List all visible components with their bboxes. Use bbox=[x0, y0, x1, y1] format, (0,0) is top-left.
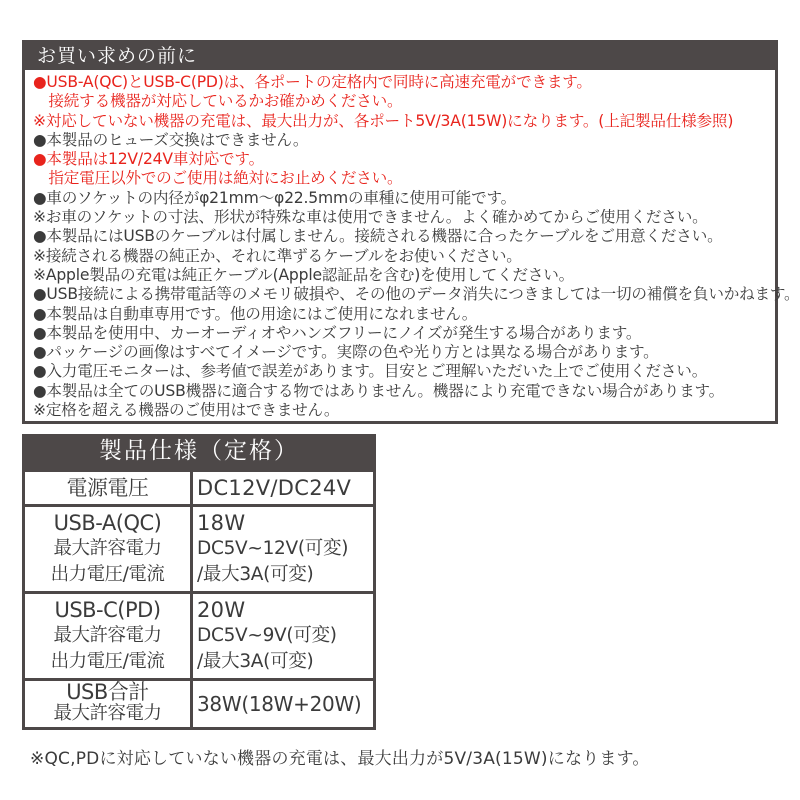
notice-line: ●本製品にはUSBのケーブルは付属しません。接続される機器に合ったケーブルをご用意ください。 bbox=[33, 227, 723, 246]
notice-list bbox=[25, 70, 800, 420]
usbc-value2: DC5V~9V(可変) bbox=[197, 625, 337, 646]
notice-title: お買い求めの前に bbox=[25, 43, 775, 70]
total-value-cell bbox=[193, 681, 373, 727]
power-value-cell bbox=[193, 472, 373, 504]
notice-line: ●本製品は自動車専用です。他の用途にはご使用になれません。 bbox=[33, 304, 478, 323]
total-label-cell bbox=[25, 681, 190, 727]
usbc-label: USB-C(PD) bbox=[54, 598, 161, 622]
notice-line: ●本製品は12V/24V車対応です。 bbox=[33, 150, 264, 169]
notice-line: ※定格を超える機器のご使用はできません。 bbox=[33, 401, 340, 420]
notice-line: 指定電圧以外でのご使用は絶対にお止めください。 bbox=[33, 169, 403, 188]
spec-row-usba bbox=[22, 507, 376, 591]
usba-value: 18W bbox=[197, 511, 246, 535]
total-value: 38W(18W+20W) bbox=[197, 692, 362, 716]
usba-sub1: 最大許容電力 bbox=[53, 538, 162, 559]
notice-line: ●USB接続による携帯電話等のメモリ破損や、その他のデータ消失につきましては一切の補償を負いかねます。 bbox=[33, 285, 800, 304]
total-label: USB合計 bbox=[66, 681, 149, 704]
usbc-sub1: 最大許容電力 bbox=[53, 625, 162, 646]
spec-title: 製品仕様（定格） bbox=[99, 438, 299, 464]
spec-row-power bbox=[22, 472, 376, 504]
usba-value-cell bbox=[193, 507, 373, 591]
usbc-value-cell bbox=[193, 594, 373, 678]
notice-line: ●本製品のヒューズ交換はできません。 bbox=[33, 130, 309, 149]
usbc-value3: /最大3A(可変) bbox=[197, 651, 314, 672]
usbc-value: 20W bbox=[197, 598, 246, 622]
total-sub1: 最大許容電力 bbox=[53, 703, 162, 724]
notice-line: ●入力電圧モニターは、参考値で誤差があります。目安とご理解いただいた上でご使用ください。 bbox=[33, 362, 708, 381]
notice-line: ●車のソケットの内径がφ21mm～φ22.5mmの車種に使用可能です。 bbox=[33, 188, 517, 207]
power-value: DC12V/DC24V bbox=[197, 476, 352, 500]
notice-line: ※Apple製品の充電は純正ケーブル(Apple認証品を含む)を使用してください。 bbox=[33, 265, 575, 284]
power-label-cell bbox=[25, 472, 190, 504]
notice-line: ●本製品を使用中、カーオーディオやハンズフリーにノイズが発生する場合があります。 bbox=[33, 323, 642, 342]
usba-value2: DC5V~12V(可変) bbox=[197, 538, 349, 559]
spec-row-total bbox=[22, 681, 376, 727]
usba-value3: /最大3A(可変) bbox=[197, 564, 314, 585]
usba-sub2: 出力電圧/電流 bbox=[50, 564, 165, 585]
spec-table bbox=[22, 434, 376, 730]
notice-line: ※お車のソケットの寸法、形状が特殊な車は使用できません。よく確かめてからご使用ください。 bbox=[33, 208, 708, 227]
notice-line: ●本製品は全てのUSB機器に適合する物ではありません。機器により充電できない場合があります。 bbox=[33, 381, 725, 400]
usba-label: USB-A(QC) bbox=[53, 511, 162, 535]
notice-line: ●パッケージの画像はすべてイメージです。実際の色や光り方とは異なる場合があります。 bbox=[33, 343, 659, 362]
notice-box bbox=[22, 40, 800, 424]
usbc-sub2: 出力電圧/電流 bbox=[50, 651, 165, 672]
footnote: ※QC,PDに対応していない機器の充電は、最大出力が5V/3A(15W)になります。 bbox=[30, 749, 650, 769]
notice-line: ※接続される機器の純正か、それに準ずるケーブルをお使いください。 bbox=[33, 246, 522, 265]
notice-line: ●USB-A(QC)とUSB-C(PD)は、各ポートの定格内で同時に高速充電ができます。 bbox=[33, 73, 592, 91]
notice-line: ※対応していない機器の充電は、最大出力が、各ポート5V/3A(15W)になります。(上記製品仕様参照) bbox=[33, 111, 734, 130]
spec-row-usbc bbox=[22, 594, 376, 678]
usba-label-cell bbox=[25, 507, 190, 591]
notice-line: 接続する機器が対応しているかお確かめください。 bbox=[33, 92, 403, 111]
usbc-label-cell bbox=[25, 594, 190, 678]
power-label: 電源電圧 bbox=[66, 476, 149, 500]
